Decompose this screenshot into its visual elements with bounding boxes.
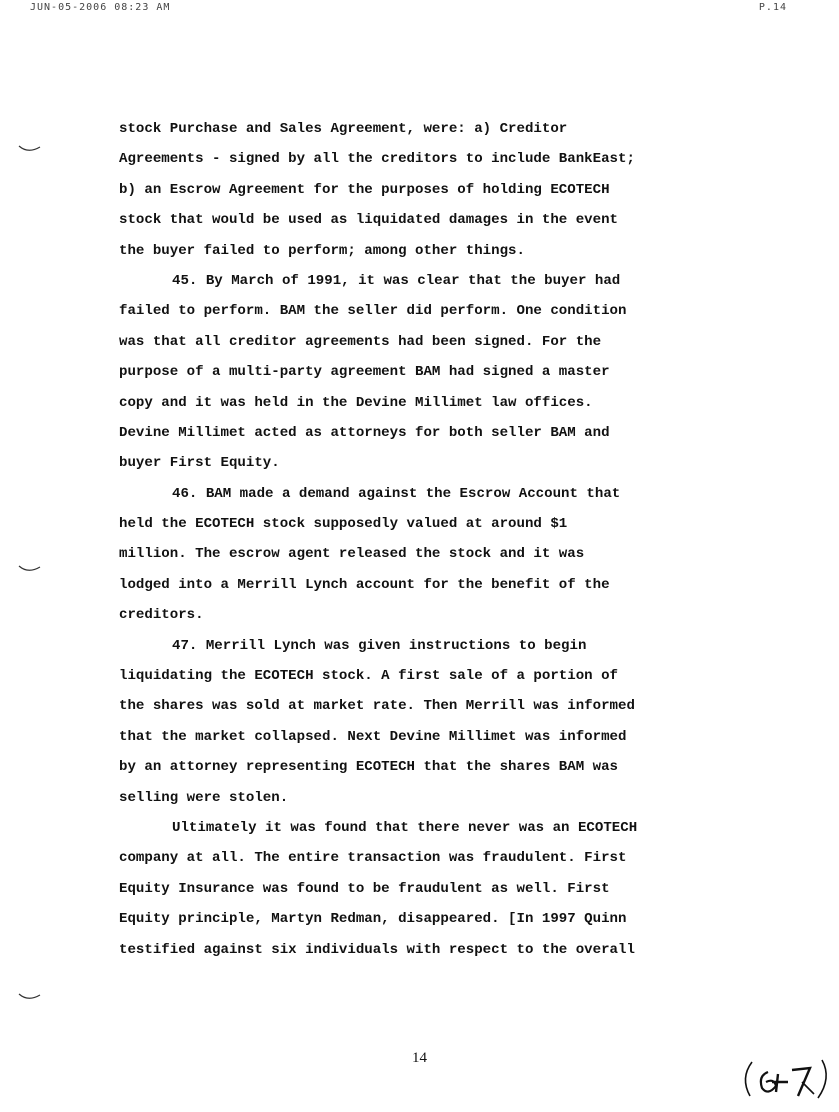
text-line: Ultimately it was found that there never was an ECOTECH bbox=[172, 819, 638, 836]
text-line: selling were stolen. bbox=[119, 789, 289, 806]
text-line: creditors. bbox=[119, 607, 204, 624]
page-number: 14 bbox=[412, 1050, 427, 1066]
text-line: buyer First Equity. bbox=[119, 455, 280, 472]
text-line: Equity Insurance was found to be fraudulent as well. First bbox=[119, 880, 610, 897]
punch-hole-mark bbox=[18, 992, 42, 1002]
fax-page-indicator: P.14 bbox=[758, 2, 787, 13]
text-line: Devine Millimet acted as attorneys for both seller BAM and bbox=[119, 424, 610, 441]
text-line: held the ECOTECH stock supposedly valued at around $1 bbox=[119, 516, 568, 533]
text-line: b) an Escrow Agreement for the purposes of holding ECOTECH bbox=[119, 181, 610, 198]
text-line: failed to perform. BAM the seller did perform. One condition bbox=[119, 303, 627, 320]
fax-header bbox=[0, 2, 839, 16]
text-line: 45. By March of 1991, it was clear that the buyer had bbox=[172, 272, 621, 289]
text-line: copy and it was held in the Devine Millimet law offices. bbox=[119, 394, 593, 411]
text-line: 46. BAM made a demand against the Escrow Account that bbox=[172, 485, 621, 502]
text-line: stock that would be used as liquidated damages in the event bbox=[119, 212, 618, 229]
fax-timestamp: JUN-05-2006 08:23 AM bbox=[30, 2, 171, 13]
text-line: was that all creditor agreements had been signed. For the bbox=[119, 333, 602, 350]
text-line: by an attorney representing ECOTECH that the shares BAM was bbox=[119, 759, 618, 776]
text-line: that the market collapsed. Next Devine Millimet was informed bbox=[119, 728, 627, 745]
text-line: purpose of a multi-party agreement BAM had signed a master bbox=[119, 364, 610, 381]
document-body bbox=[119, 114, 719, 965]
text-line: the buyer failed to perform; among other things. bbox=[119, 242, 525, 259]
text-line: liquidating the ECOTECH stock. A first sale of a portion of bbox=[119, 668, 618, 685]
text-line: Agreements - signed by all the creditors to include BankEast; bbox=[119, 151, 635, 168]
punch-hole-mark bbox=[18, 564, 42, 574]
text-line: stock Purchase and Sales Agreement, were: a) Creditor bbox=[119, 121, 568, 137]
handwritten-bates-stamp bbox=[738, 1052, 834, 1104]
text-line: testified against six individuals with respect to the overall bbox=[119, 941, 635, 958]
text-line: 47. Merrill Lynch was given instructions to begin bbox=[172, 637, 587, 654]
text-line: the shares was sold at market rate. Then Merrill was informed bbox=[119, 698, 635, 715]
text-line: lodged into a Merrill Lynch account for the benefit of the bbox=[119, 576, 610, 593]
punch-hole-mark bbox=[18, 144, 42, 154]
text-line: million. The escrow agent released the stock and it was bbox=[119, 546, 585, 563]
text-line: company at all. The entire transaction was fraudulent. First bbox=[119, 850, 627, 867]
text-line: Equity principle, Martyn Redman, disappeared. [In 1997 Quinn bbox=[119, 911, 627, 928]
